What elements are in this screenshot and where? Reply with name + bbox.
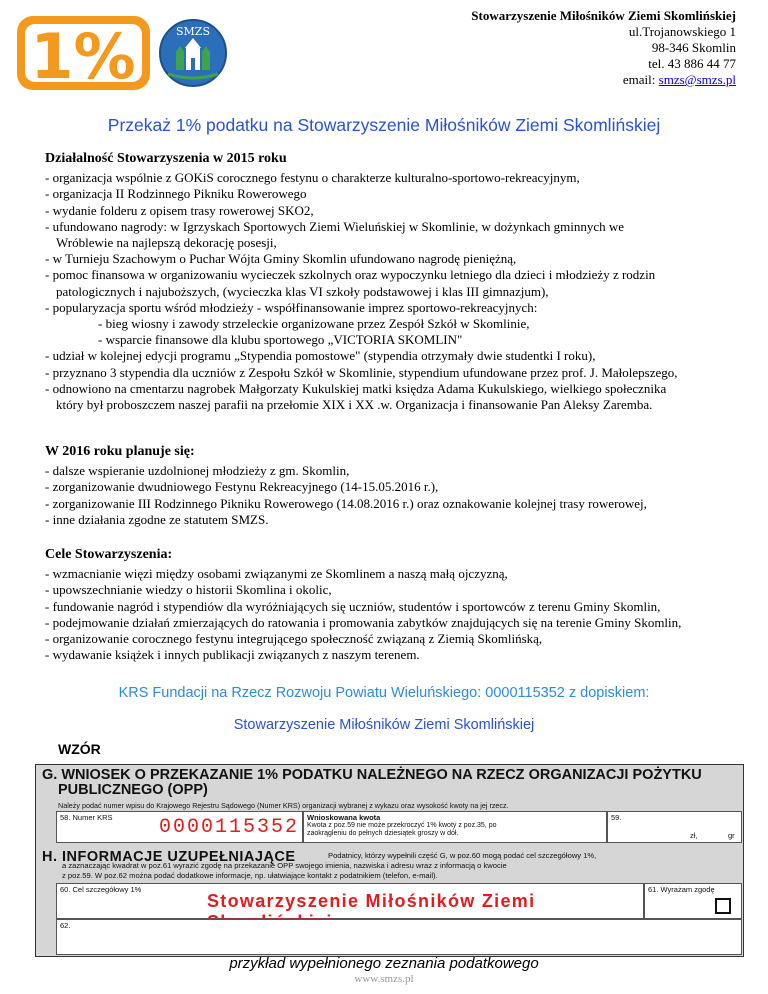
field-58-krs[interactable] <box>56 811 303 843</box>
activity-line: - popularyzacja sportu wśród młodzieży - współfinansowanie imprez sportowo-rekreacyjnych: <box>45 299 538 315</box>
org-address <box>471 8 736 88</box>
emblem-text: SMZS <box>176 25 210 38</box>
field-62-label: 62. <box>60 921 71 930</box>
activity-line: - udział w kolejnej edycji programu „Stypendia pomostowe" (stypendia otrzymały dwie studentki I roku), <box>45 348 596 364</box>
section-g-title <box>42 768 702 798</box>
org-email-line <box>471 72 736 88</box>
field-59-label: 59. <box>611 813 622 822</box>
field-58-label: 58. Numer KRS <box>60 813 113 822</box>
section-h-description <box>62 851 738 881</box>
goals-section <box>45 547 745 663</box>
activities-2015-section <box>45 151 745 413</box>
activity-line: - organizacja II Rodzinnego Pikniku Rowerowego <box>45 186 307 202</box>
activity-line: Wróblewie na najlepszą dekorację posesji, <box>56 235 277 251</box>
goal-line: - upowszechnianie wiedzy o historii Skomlina i okolic, <box>45 582 332 598</box>
field-60-purpose[interactable] <box>56 883 644 919</box>
section-h-desc-3: z poz.59. W poz.62 można podać dodatkowe informacje, np. ułatwiające kontakt z podatnikiem (telefon, e-mail). <box>62 871 438 880</box>
activity-line: - organizacja wspólnie z GOKiS corocznego festynu o charakterze kulturalno-sportowo-rekreacyjnym, <box>45 170 580 186</box>
plan-line: - zorganizowanie dwudniowego Festynu Rekreacyjnego (14-15.05.2016 r.), <box>45 479 439 495</box>
form-caption: przykład wypełnionego zeznania podatkowego <box>229 955 539 972</box>
amount-info-box <box>303 811 607 843</box>
section-h-desc-1: Podatnicy, którzy wypełnili część G, w poz.60 mogą podać cel szczegółowy 1%, <box>328 851 597 860</box>
section-g-title-line2: PUBLICZNEGO (OPP) <box>58 782 208 798</box>
krs-note: Stowarzyszenie Miłośników Ziemi Skomlińskiej <box>233 717 535 733</box>
org-name: Stowarzyszenie Miłośników Ziemi Skomlińskiej <box>471 8 736 23</box>
goal-line: - podejmowanie działań zmierzających do ratowania i promowania zabytków znajdujących się na terenie Gminy Skomlin, <box>45 614 682 630</box>
activity-line: - przyznano 3 stypendia dla uczniów z Zespołu Szkół w Skomlinie, stypendium ufundowane przez prof. J. Małolepszego, <box>45 364 678 380</box>
activity-line: - wsparcie finansowe dla klubu sportowego „VICTORIA SKOMLIN" <box>98 332 463 348</box>
field-62-additional[interactable] <box>56 919 742 955</box>
section-g-instruction: Należy podać numer wpisu do Krajowego Rejestru Sądowego (Numer KRS) organizacji wybranej z wykazu oraz wysokość kwoty na jej rzecz. <box>58 801 509 810</box>
tax-form-sample <box>35 764 744 957</box>
activity-line: - ufundowano nagrody: w Igrzyskach Sportowych Ziemi Wieluńskiej w Skomlinie, w dożynkach gminnych we <box>45 218 625 234</box>
amount-title: Wnioskowana kwota <box>307 813 381 822</box>
smzs-emblem-icon <box>158 18 228 88</box>
org-email-label: email: <box>622 72 659 87</box>
org-email-link[interactable]: smzs@smzs.pl <box>658 72 736 87</box>
one-percent-logo <box>15 14 152 92</box>
page-headline: Przekaż 1% podatku na Stowarzyszenie Miłośników Ziemi Skomlińskiej <box>107 115 661 135</box>
amount-desc-2: zaokrągleniu do pełnych dziesiątek groszy w dół. <box>307 830 459 837</box>
field-58-value: 0000115352 <box>159 816 300 839</box>
field-61-label: 61. Wyrażam zgodę <box>648 885 715 894</box>
plan-line: - inne działania zgodne ze statutem SMZS. <box>45 511 269 527</box>
sample-label: WZÓR <box>58 741 101 757</box>
logo-text: 1% <box>30 20 136 92</box>
goal-line: - wzmacnianie więzi między osobami związanymi ze Skomlinem a naszą małą ojczyzną, <box>45 566 508 582</box>
activities-2015-title: Działalność Stowarzyszenia w 2015 roku <box>45 151 287 166</box>
goal-line: - fundowanie nagród i stypendiów dla wyróżniających się uczniów, studentów i sportowców z terenu Gminy Skomlin, <box>45 598 661 614</box>
plan-line: - zorganizowanie III Rodzinnego Pikniku Rowerowego (14.08.2016 r.) oraz oznakowanie kolejnej trasy rowerowej, <box>45 495 647 511</box>
field-59-amount[interactable] <box>607 811 742 843</box>
plans-2016-section <box>45 444 745 528</box>
consent-checkbox[interactable] <box>715 898 731 914</box>
org-street: ul.Trojanowskiego 1 <box>628 24 736 39</box>
field-60-label: 60. Cel szczegółowy 1% <box>60 885 142 894</box>
org-city: 98-346 Skomlin <box>651 40 736 55</box>
field-61-consent <box>644 883 742 919</box>
goal-line: - organizowanie corocznego festynu integrującego społeczność związaną z Ziemią Skomlińską, <box>45 631 543 647</box>
org-phone: tel. 43 886 44 77 <box>648 56 736 71</box>
activity-line: - wydanie folderu z opisem trasy rowerowej SKO2, <box>45 202 314 218</box>
field-60-value: Stowarzyszenie Miłośników Ziemi <box>207 891 536 911</box>
activity-line: patologicznych i najuboższych, (wycieczka klas VI szkoły podstawowej i klas III gimnazjum), <box>56 283 549 299</box>
field-59-zl: zł, <box>690 831 698 840</box>
activity-line: który był proboszczem naszej parafii na przełomie XIX i XX .w. Organizacja i finansowanie Pan Aleksy Zaremba. <box>56 397 653 413</box>
goals-title: Cele Stowarzyszenia: <box>45 547 173 562</box>
activity-line: - bieg wiosny i zawody strzeleckie organizowane przez Zespół Szkół w Skomlinie, <box>98 316 530 332</box>
amount-desc-1: Kwota z poz.59 nie może przekroczyć 1% kwoty z poz.35, po <box>307 822 497 829</box>
section-g-title-line1: G. WNIOSEK O PRZEKAZANIE 1% PODATKU NALEŻNEGO NA RZECZ ORGANIZACJI POŻYTKU <box>42 767 702 783</box>
section-h-title: H. INFORMACJE UZUPEŁNIAJĄCE <box>42 849 296 865</box>
plans-2016-title: W 2016 roku planuje się: <box>45 444 195 459</box>
krs-line: KRS Fundacji na Rzecz Rozwoju Powiatu Wieluńskiego: 0000115352 z dopiskiem: <box>118 685 650 701</box>
footer-url[interactable]: www.smzs.pl <box>354 973 414 985</box>
plan-line: - dalsze wspieranie uzdolnionej młodzieży z gm. Skomlin, <box>45 463 350 479</box>
activity-line: - odnowiono na cmentarzu nagrobek Małgorzaty Kukulskiej matki księdza Adama Kukulskiego, wielkiego społecznika <box>45 380 667 396</box>
activity-line: - w Turnieju Szachowym o Puchar Wójta Gminy Skomlin ufundowano nagrodę pieniężną, <box>45 251 517 267</box>
goal-line: - wydawanie książek i innych publikacji związanych z naszym terenem. <box>45 647 420 663</box>
field-59-gr: gr <box>728 831 735 840</box>
section-h-desc-2: a zaznaczając kwadrat w poz.61 wyrazić zgodę na przekazanie OPP swojego imienia, nazwiska i adresu wraz z informacją o kwocie <box>62 861 507 870</box>
activity-line: - pomoc finansowa w organizowaniu wycieczek szkolnych oraz wypoczynku letniego dla dzieci i młodzieży z rodzin <box>45 267 656 283</box>
